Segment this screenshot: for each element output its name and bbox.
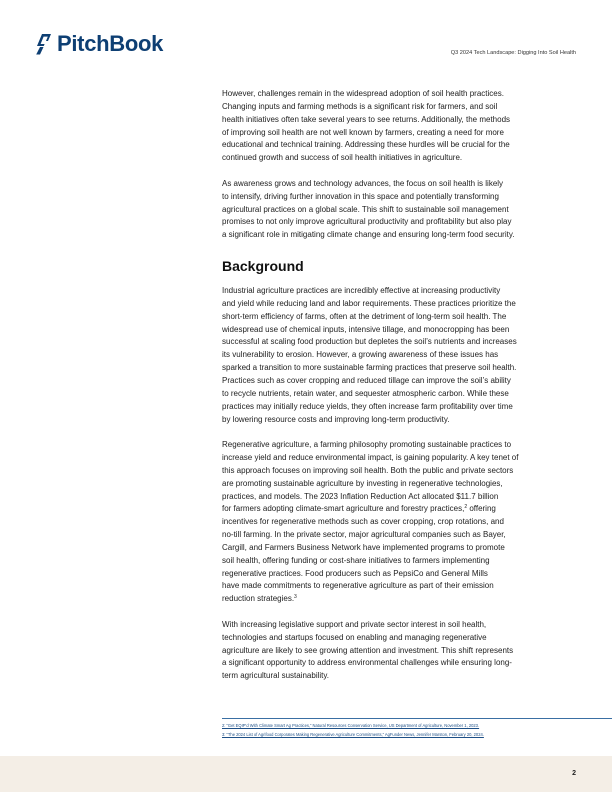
paragraph-awareness: As awareness grows and technology advances, the focus on soil health is likely to intensify, driving further innovation in this space and potentially transforming agricultural practices on a global scale. This shift to sustainable soil management promises to not only improve agricultural productivity and profitability but also play a significant role in mitigating climate change and ensuring long-term food security. bbox=[222, 178, 515, 240]
footnote-ref-2[interactable]: 2 bbox=[464, 504, 468, 511]
section-heading-background: Background bbox=[222, 258, 304, 275]
pitchbook-logo bbox=[33, 33, 163, 55]
paragraph-part: Regenerative agriculture, a farming philosophy promoting sustainable practices to increase yield and reduce environmental impact, is gaining popularity. A key tenet of this approach focuses on improving soil health. Both the public and private sectors are promoting sustainable agriculture by investing in regenerative technologies, practices, and models. The 2023 Inflation Reduction Act allocated $11.7 billion for farmers adopting climate-smart agriculture and forestry practices, bbox=[222, 440, 519, 514]
paragraph-part: offering incentives for regenerative methods such as cover cropping, crop rotations, and no-till farming. In the private sector, major agricultural companies such as Bayer, Cargill, and Farmers Business Network have implemented programs to promote soil health, offering funding or cost-share initiatives to farmers implementing regenerative practices. Food producers such as PepsiCo and General Mills have made commitments to regenerative agriculture as part of their emission reduction strategies. bbox=[222, 504, 506, 604]
paragraph-legislative-support: With increasing legislative support and private sector interest in soil health, technologies and startups focused on enabling and managing regenerative agriculture are likely to see growing attention and investment. This shift represents a significant opportunity to address environmental challenges while ensuring long- term agricultural sustainability. bbox=[222, 619, 514, 681]
report-title: Q3 2024 Tech Landscape: Digging Into Soil Health bbox=[450, 50, 576, 56]
footnotes bbox=[222, 718, 612, 739]
paragraph-industrial-agriculture: Industrial agriculture practices are incredibly effective at increasing productivity and yield while reducing land and labor requirements. These practices prioritize the short-term efficiency of farms, often at the detriment of long-term soil health. The widespread use of chemical inputs, intensive tillage, and monocropping has been successful at scaling food production but depletes the soil’s nutrients and increases its vulnerability to erosion. However, a growing awareness of these issues has sparked a transition to more sustainable farming practices that preserve soil health. Practices such as cover cropping and reduced tillage can improve the soil’s ability to recycle nutrients, retain water, and sequester atmospheric carbon. While these practices may initially reduce yields, they often increase farm profitability over time by lowering resource costs and improving long-term productivity. bbox=[222, 286, 517, 424]
paragraph-regenerative-agriculture bbox=[222, 439, 574, 606]
paragraph-challenges: However, challenges remain in the widespread adoption of soil health practices. Changing inputs and farming methods is a significant risk for farmers, and soil health initiatives often take several years to see returns. Additionally, the methods of improving soil health are not well known by farmers, creating a need for more educational and technical training. Addressing these hurdles will be crucial for the continued growth and success of soil health initiatives in agriculture. bbox=[222, 89, 511, 163]
footnote-3-link[interactable]: 3: “The 2024 List of Agrifood Corporates Making Regenerative Agriculture Commitments,” AgFunder News, Jennifer Marston, February 20, 2024. bbox=[222, 731, 484, 737]
footnote-2-link[interactable]: 2: “Get EQIP’d With Climate Smart Ag Practices,” Natural Resources Conservation Service, US Department of Agriculture, November 1, 2023. bbox=[222, 723, 480, 728]
pitchbook-logo-mark-icon bbox=[33, 33, 53, 55]
page-number: 2 bbox=[572, 770, 576, 777]
footnote-ref-3[interactable]: 3 bbox=[294, 594, 297, 601]
logo-wordmark: PitchBook bbox=[57, 31, 164, 56]
main-content bbox=[222, 88, 574, 683]
page-footer bbox=[0, 756, 612, 792]
